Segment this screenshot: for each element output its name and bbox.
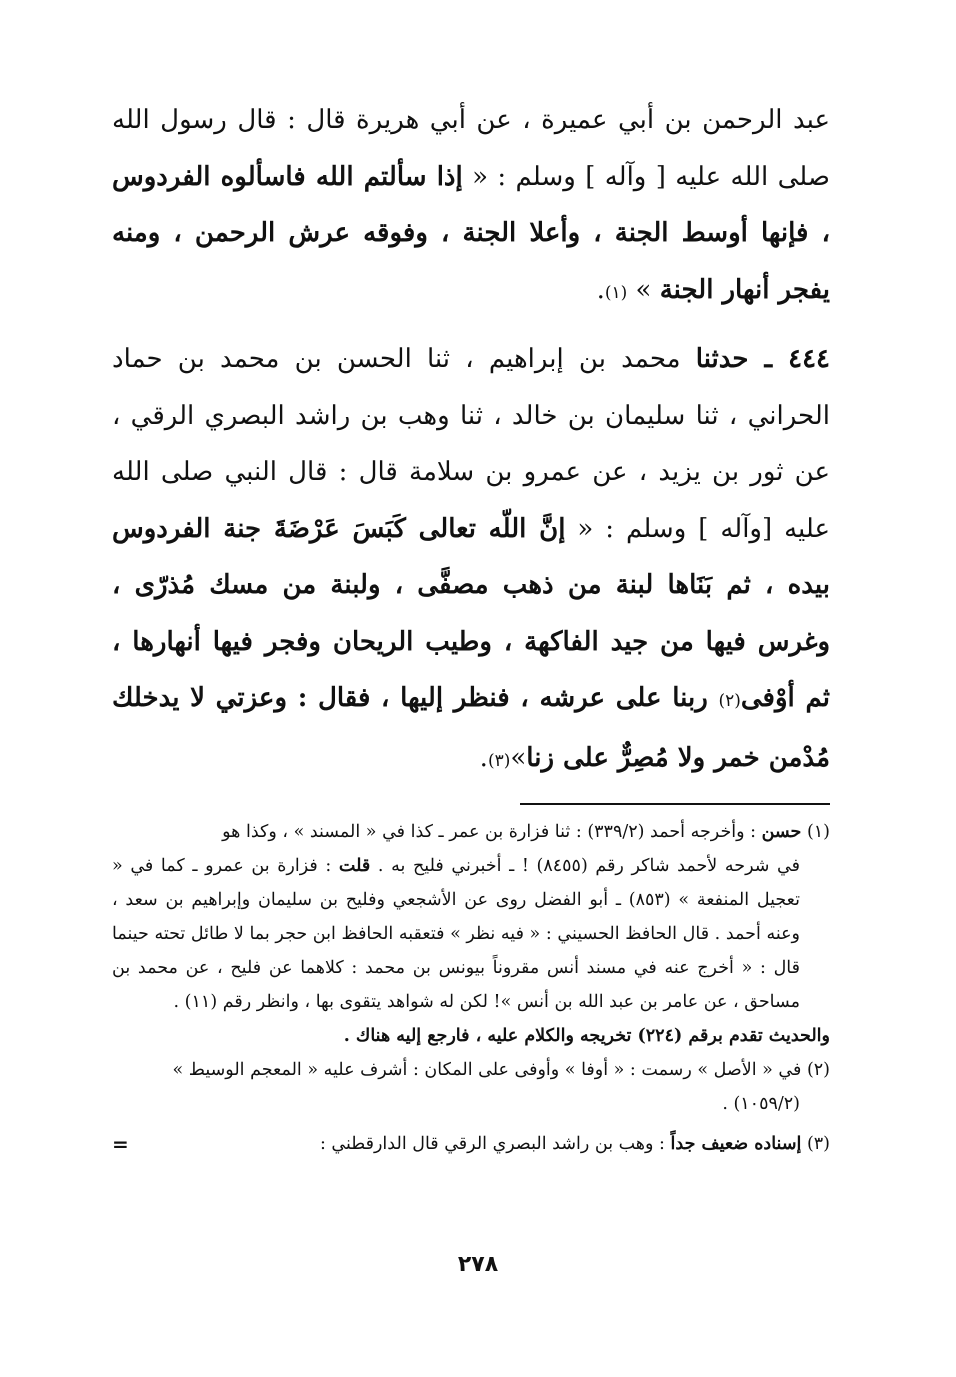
footnote-2-number: (٢) — [801, 1060, 830, 1080]
hadith-443-end-mark: . — [596, 274, 605, 305]
footnote-1-qult: قلت — [338, 856, 371, 876]
footnote-2 — [112, 1053, 830, 1087]
hadith-444 — [112, 331, 830, 789]
footnote-1-cont-1: في شرحه لأحمد شاكر رقم (٨٤٥٥) ! ـ أخبرني فليح به . — [370, 856, 800, 876]
footnote-3-text: : وهب بن راشد البصري الرقي قال الدارقطني : — [319, 1134, 671, 1154]
hadith-443-matn: إذا سألتم الله فاسألوه الفردوس ، فإنها أوسط الجنة ، وأعلا الجنة ، وفوقه عرش الرحمن ، ومنه يفجر أنهار الجنة — [112, 161, 830, 305]
footnote-1-cont-2: : فزارة بن عمرو ـ كما في « تعجيل المنفعة » (٨٥٣) ـ أبو الفضل روى عن الأشجعي وفليح بن سليمان وإبراهيم بن سعد ، وعنه أحمد . قال الحافظ الحسيني : « فيه نظر » فتعقبه الحافظ ابن حجر بما لا طائل تحته حينما قال : « أخرج عنه في مسند أنس مقروناً بيونس بن محمد : كلاهما عن فليح ، عن محمد بن مساحق ، عن عامر بن عبد الله بن أنس »! لكن له شواهد يتقوى بها ، وانظر رقم (١١) . — [112, 856, 801, 1012]
footnote-3 — [112, 1127, 830, 1161]
hadith-444-isnad: محمد بن إبراهيم ، ثنا الحسن بن محمد بن حماد الحراني ، ثنا سليمان بن خالد ، ثنا وهب بن راشد البصري الرقي ، عن ثور بن يزيد ، عن عمرو بن سلامة قال : قال النبي صلى الله عليه [وآله ] وسلم : « — [112, 344, 831, 544]
footnote-1-grade: حسن — [761, 822, 802, 842]
hadith-443-intro: عبد الرحمن بن أبي عميرة ، عن أبي هريرة قال : قال رسول الله صلى الله عليه [ وآله ] وسلم : « — [112, 105, 830, 192]
footnote-1-number: (١) — [801, 822, 830, 842]
page-number: ٢٧٨ — [457, 1252, 499, 1277]
hadith-444-closing: » — [510, 742, 527, 773]
footnote-ref-1: (١) — [604, 282, 628, 303]
footnote-ref-3: (٣) — [487, 750, 511, 771]
footnote-2-text: في « الأصل » رسمت : « أوفا » وأوفى على المكان : أشرف عليه « المعجم الوسيط » — [172, 1060, 802, 1080]
footnote-3-grade: إسناده ضعيف جداً — [670, 1134, 802, 1154]
hadith-444-number: ٤٤٤ ـ حدثنا — [695, 344, 831, 374]
continuation-mark: = — [112, 1132, 129, 1156]
hadith-443-end — [112, 92, 830, 321]
hadith-444-end-mark: . — [479, 742, 488, 773]
hadith-444-matn-1: إنَّ اللّه تعالى كَبَسَ عَرْضَةَ جنة الفردوس بيده ، ثم بَنَاها لبنة من ذهب مصفَّى ، ولبنة من مسك مُذرّى ، وغرس فيها من جيد الفاكهة ، وطيب الريحان وفجر فيها أنهارها ، ثم أوْفى — [112, 513, 830, 713]
footnote-ref-2: (٢) — [718, 691, 741, 711]
footnotes — [112, 815, 830, 1161]
footnote-3-number: (٣) — [801, 1134, 830, 1154]
footnote-1-text: : وأخرجه أحمد (٣٣٩/٢) : ثنا فزارة بن عمر ـ كذا في « المسند » ، وكذا هو — [222, 822, 762, 842]
footnote-separator — [520, 803, 830, 805]
footnote-1 — [112, 815, 830, 849]
footnote-2-continuation: (١٠٥٩/٢) . — [722, 1094, 800, 1114]
page-content — [112, 92, 830, 1161]
footnote-1-continuation — [112, 849, 830, 1019]
main-text — [112, 92, 830, 789]
hadith-443-closing: » — [627, 274, 660, 305]
hadith-444-matn-2: ربنا على عرشه ، فنظر إليها ، فقال : وعزتي لا يدخلك مُدْمن خمر ولا مُصِرٌّ على زنا — [112, 683, 830, 773]
hadith-cross-reference: والحديث تقدم برقم (٢٢٤) تخريجه والكلام عليه ، فارجع إليه هناك . — [343, 1026, 830, 1046]
